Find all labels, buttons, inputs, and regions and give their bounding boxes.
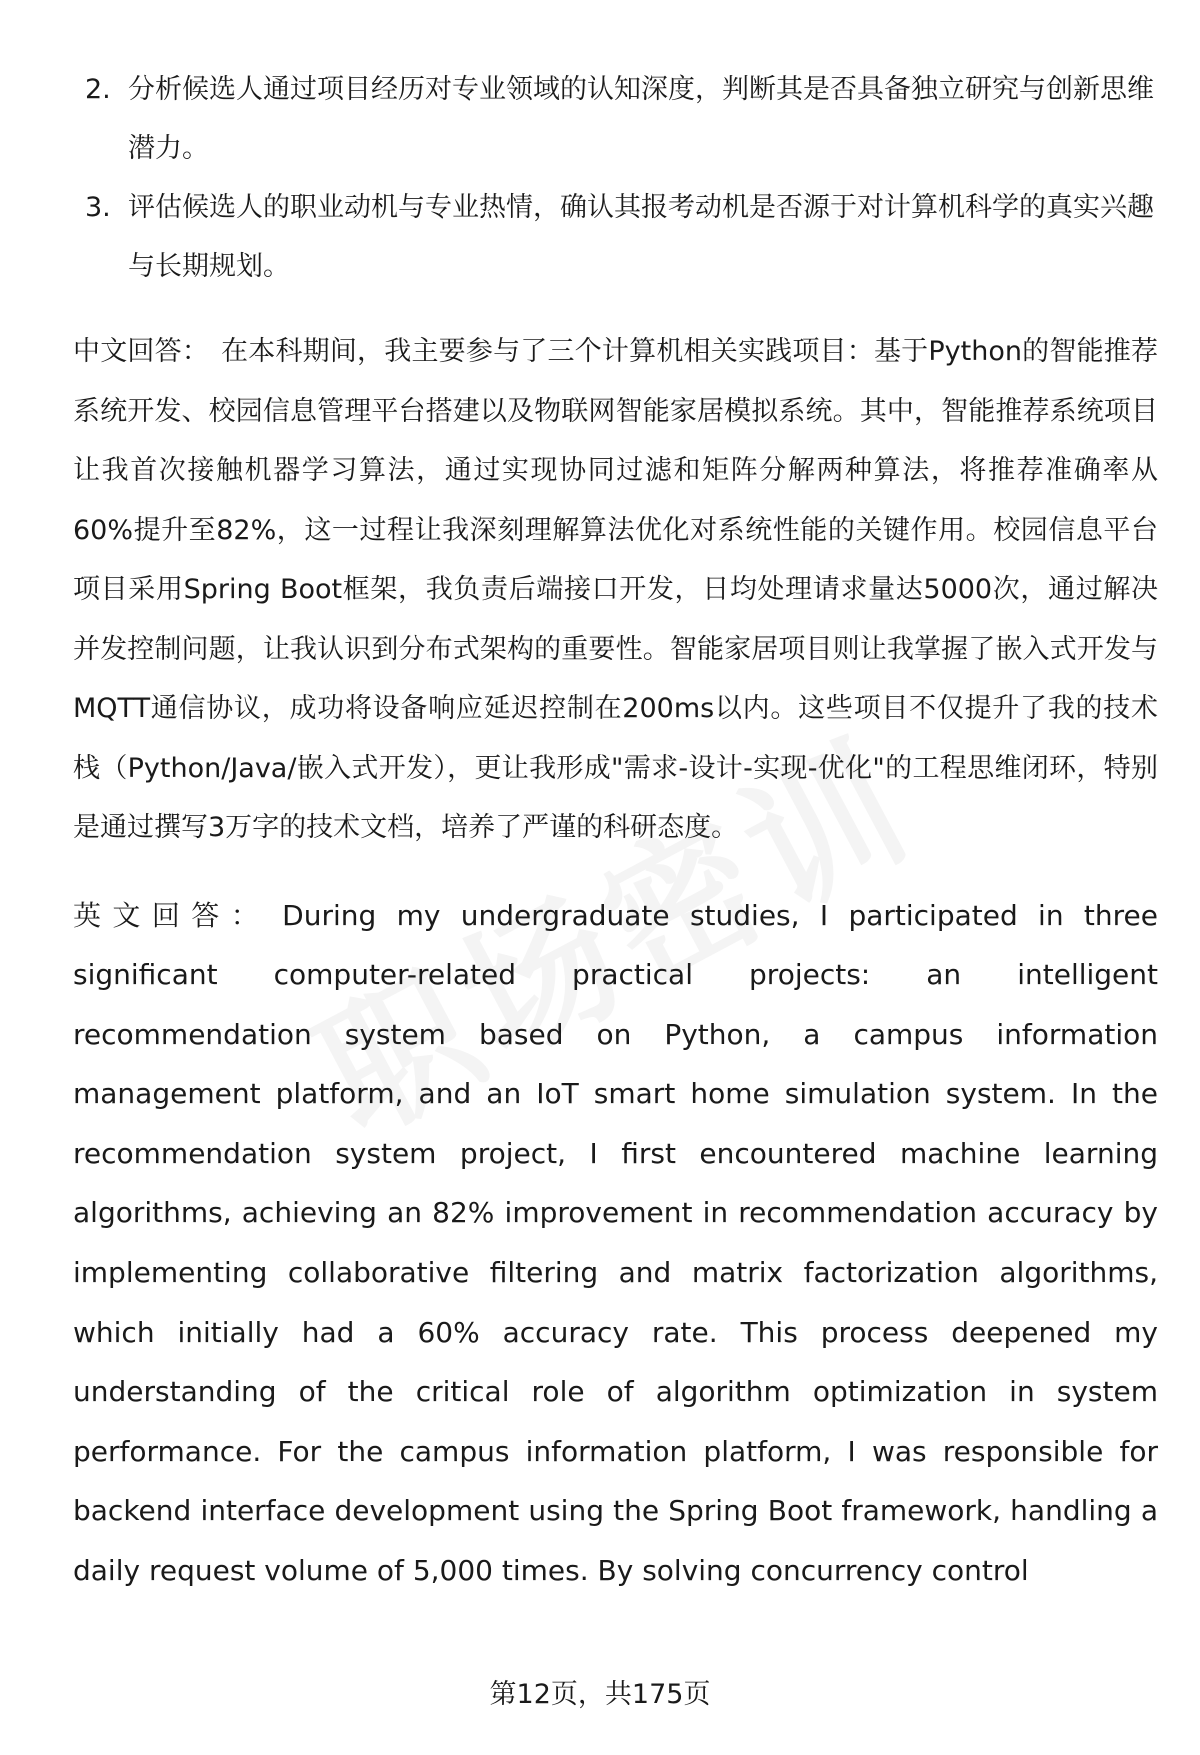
list-item bbox=[73, 60, 1158, 178]
chinese-answer-text: 在本科期间，我主要参与了三个计算机相关实践项目：基于Python的智能推荐系统开发、校园信息管理平台搭建以及物联网智能家居模拟系统。其中，智能推荐系统项目让我首次接触机器学习算法，通过实现协同过滤和矩阵分解两种算法，将推荐准确率从60%提升至82%，这一过程让我深刻理解算法优化对系统性能的关键作用。校园信息平台项目采用Spring Boot框架，我负责后端接口开发，日均处理请求量达5000次，通过解决并发控制问题，让我认识到分布式架构的重要性。智能家居项目则让我掌握了嵌入式开发与MQTT通信协议，成功将设备响应延迟控制在200ms以内。这些项目不仅提升了我的技术栈（Python/Java/嵌入式开发），更让我形成"需求-设计-实现-优化"的工程思维闭环，特别是通过撰写3万字的技术文档，培养了严谨的科研态度。 bbox=[73, 336, 1158, 843]
english-answer-text: During my undergraduate studies, I participated in three significant computer-related practical projects: an intelligent recommendation system based on Python, a campus information management platform, and an IoT smart home simulation system. In the recommendation system project, I first encountered machine learning algorithms, achieving an 82% improvement in recommendation accuracy by implementing collaborative filtering and matrix factorization algorithms, which initially had a 60% accuracy rate. This process deepened my understanding of the critical role of algorithm optimization in system performance. For the campus information platform, I was responsible for backend interface development using the Spring Boot framework, handling a daily request volume of 5,000 times. By solving concurrency control bbox=[73, 898, 1158, 1588]
list-item bbox=[73, 178, 1158, 296]
english-answer-label: 英文回答： bbox=[73, 898, 271, 932]
document-body bbox=[73, 60, 1158, 1601]
list-text: 评估候选人的职业动机与专业热情，确认其报考动机是否源于对计算机科学的真实兴趣与长期规划。 bbox=[128, 192, 1154, 282]
list-number: 2. bbox=[85, 74, 111, 105]
english-answer-paragraph bbox=[73, 886, 1158, 1601]
list-text: 分析候选人通过项目经历对专业领域的认知深度，判断其是否具备独立研究与创新思维潜力。 bbox=[128, 74, 1154, 164]
chinese-answer-label: 中文回答： bbox=[73, 336, 210, 367]
page-number: 第12页，共175页 bbox=[489, 1679, 711, 1710]
list-number: 3. bbox=[85, 192, 111, 223]
chinese-answer-paragraph bbox=[73, 322, 1158, 858]
